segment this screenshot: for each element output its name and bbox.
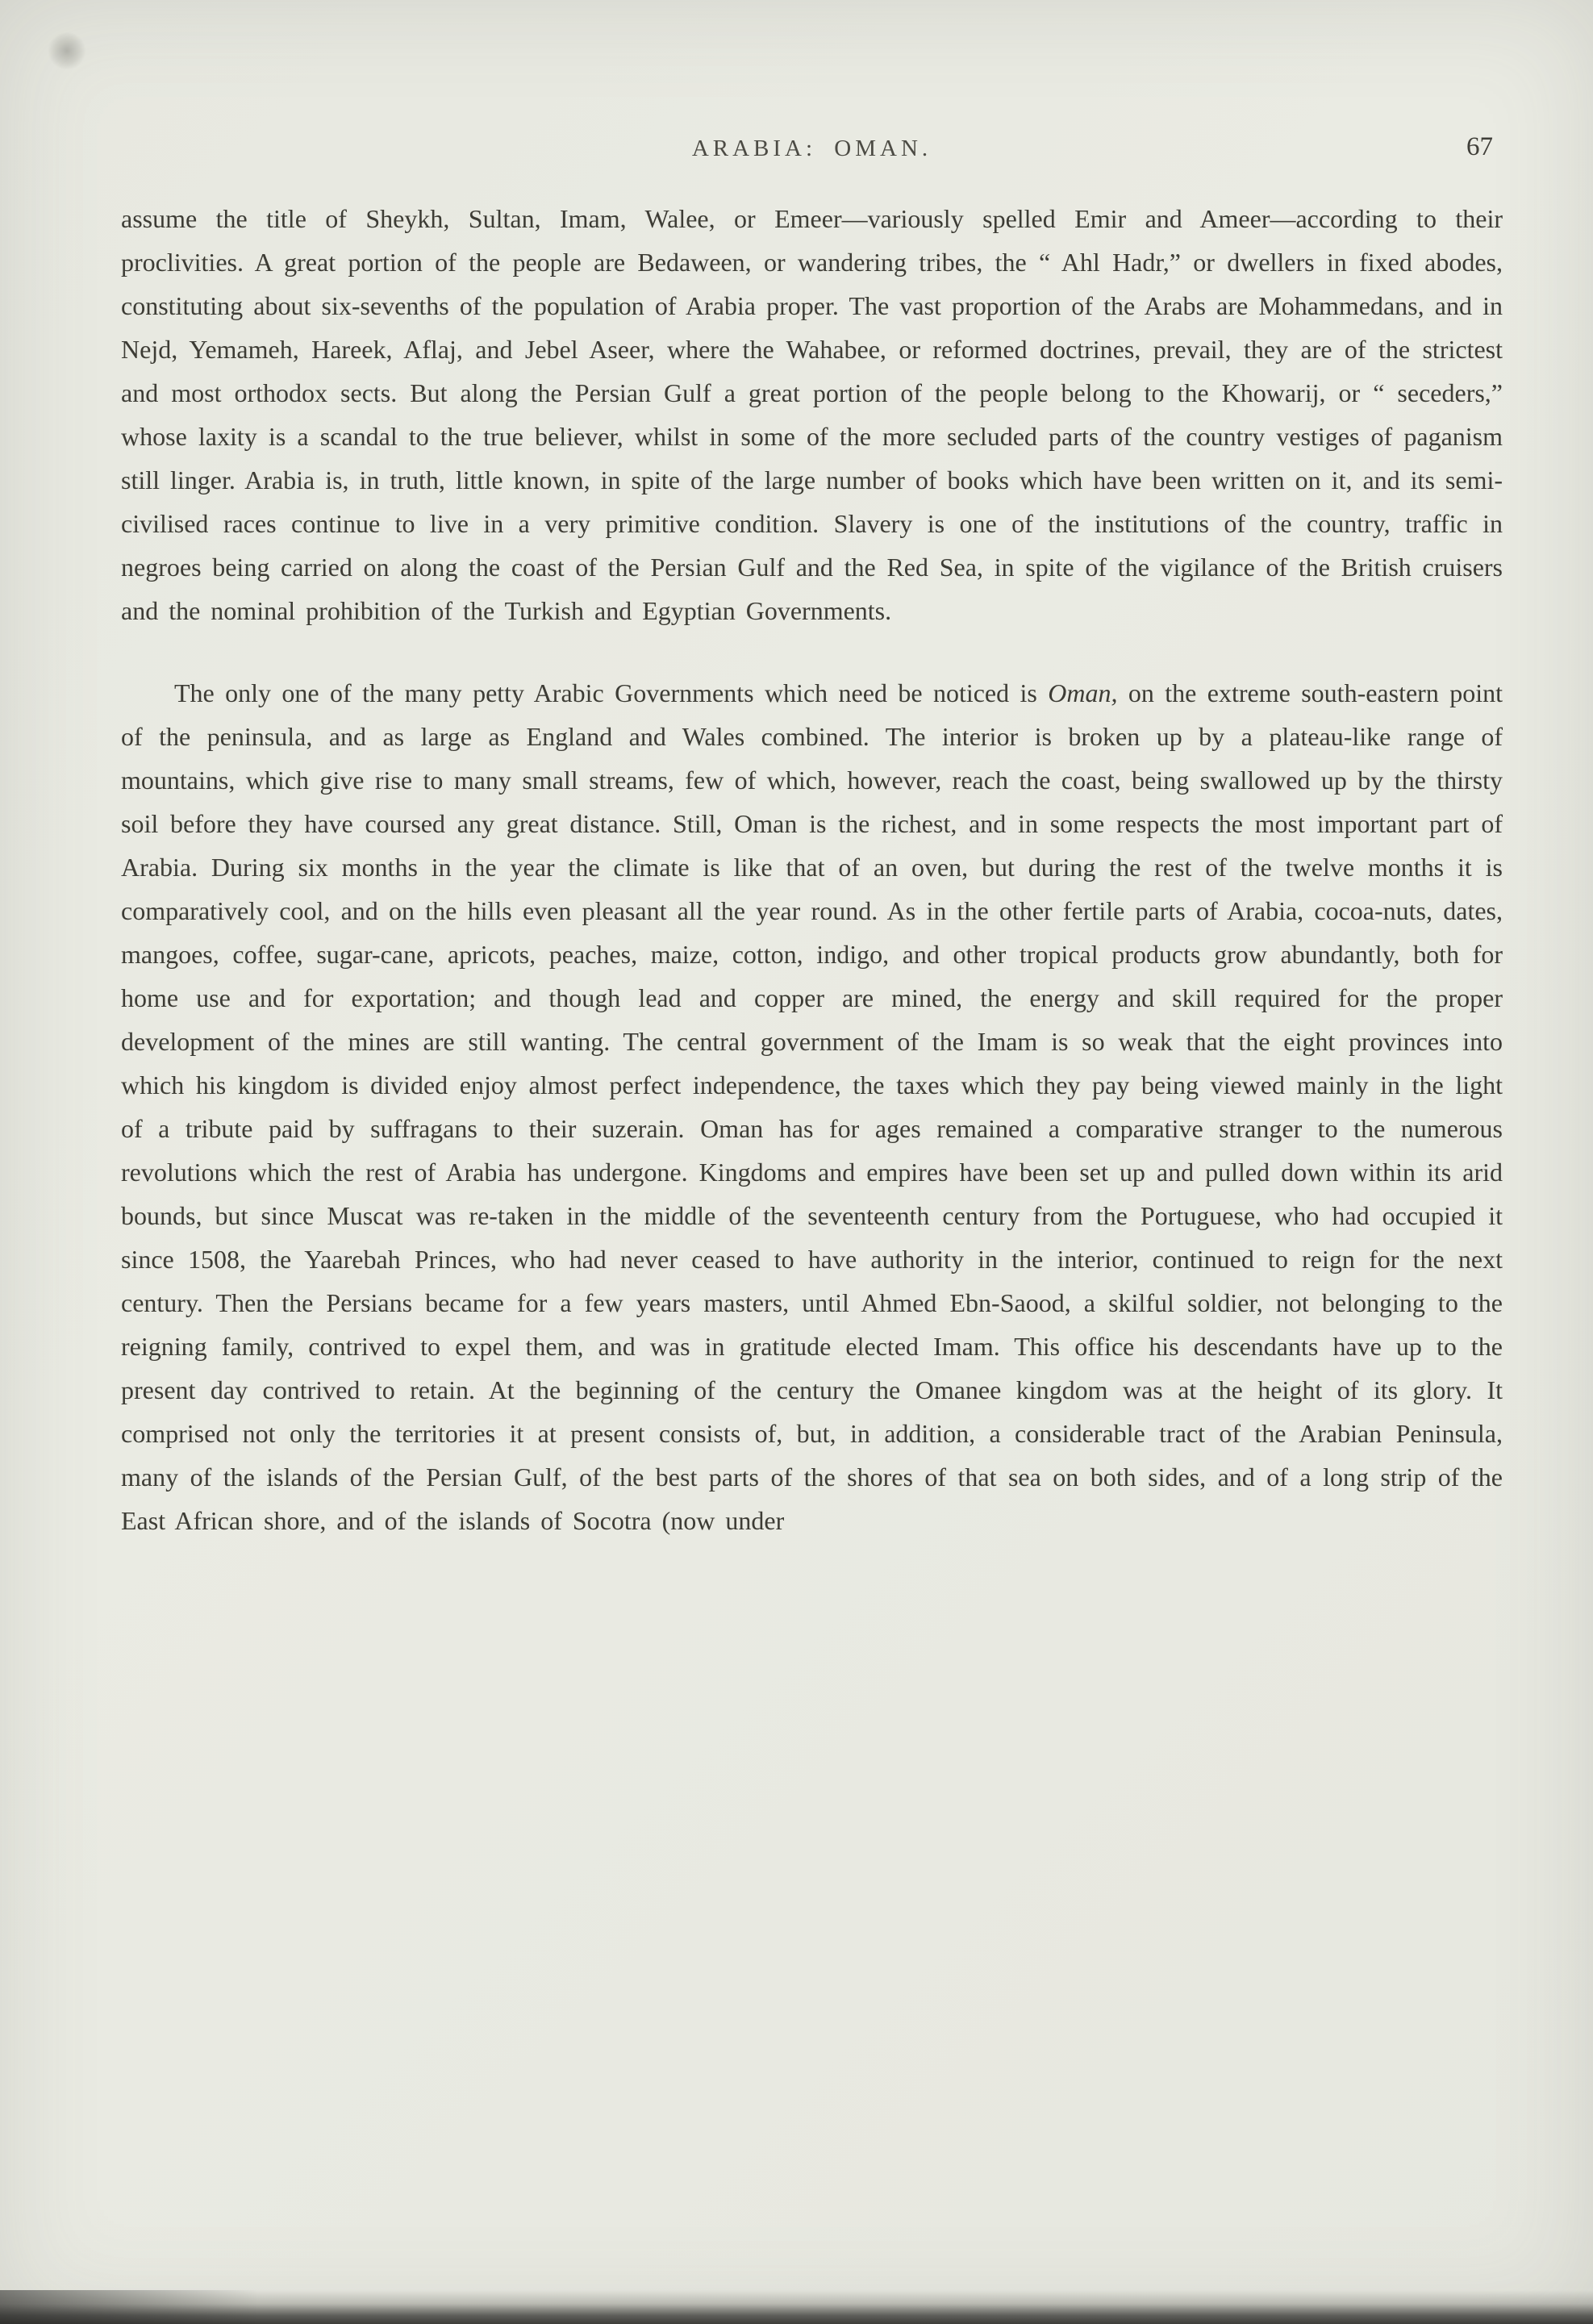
- paragraph-1: assume the title of Sheykh, Sultan, Imam, Walee, or Emeer—variously spelled Emir and Ameer—according to their proclivities. A great portion of the people are Bedaween, or wandering tribes, the “ Ahl Hadr,” or dwellers in fixed abodes, constituting about six-sevenths of the population of Arabia proper. The vast proportion of the Arabs are Mohammedans, and in Nejd, Yemameh, Hareek, Aflaj, and Jebel Aseer, where the Wahabee, or reformed doctrines, prevail, they are of the strictest and most orthodox sects. But along the Persian Gulf a great portion of the people belong to the Khowarij, or “ seceders,” whose laxity is a scandal to the true believer, whilst in some of the more secluded parts of the country vestiges of paganism still linger. Arabia is, in truth, little known, in spite of the large number of books which have been written on it, and its semi-civilised races continue to live in a very primitive condition. Slavery is one of the institutions of the country, traffic in negroes being carried on along the coast of the Persian Gulf and the Red Sea, in spite of the vigilance of the British cruisers and the nominal prohibition of the Turkish and Egyptian Governments.: [121, 204, 1503, 625]
- scan-smudge: [47, 32, 87, 69]
- paragraph-2: [121, 671, 1503, 1542]
- page-text-block: [121, 197, 1503, 1542]
- book-bottom-edge: [0, 2290, 1593, 2324]
- running-title: ARABIA: OMAN.: [691, 136, 932, 161]
- paragraph-2-segment-2: on the extreme south-eastern point of the peninsula, and as large as England and Wales combined. The interior is broken up by a plateau-like range of mountains, which give rise to many small streams, few of which, however, reach the coast, being swallowed up by the thirsty soil before they have coursed any great distance. Still, Oman is the richest, and in some respects the most important part of Arabia. During six months in the year the climate is like that of an oven, but during the rest of the twelve months it is comparatively cool, and on the hills even pleasant all the year round. As in the other fertile parts of Arabia, cocoa-nuts, dates, mangoes, coffee, sugar-cane, apricots, peaches, maize, cotton, indigo, and other tropical products grow abundantly, both for home use and for exportation; and though lead and copper are mined, the energy and skill required for the proper development of the mines are still wanting. The central government of the Imam is so weak that the eight provinces into which his kingdom is divided enjoy almost perfect independence, the taxes which they pay being viewed mainly in the light of a tribute paid by suffragans to their suzerain. Oman has for ages remained a comparative stranger to the numerous revolutions which the rest of Arabia has undergone. Kingdoms and empires have been set up and pulled down within its arid bounds, but since Muscat was re-taken in the middle of the seventeenth century from the Portuguese, who had occupied it since 1508, the Yaarebah Princes, who had never ceased to have authority in the interior, continued to reign for the next century. Then the Persians became for a few years masters, until Ahmed Ebn-Saood, a skilful soldier, not belonging to the reigning family, contrived to expel them, and was in gratitude elected Imam. This office his descendants have up to the present day contrived to retain. At the beginning of the century the Omanee kingdom was at the height of its glory. It comprised not only the territories it at present consists of, but, in addition, a considerable tract of the Arabian Peninsula, many of the islands of the Persian Gulf, of the best parts of the shores of that sea on both sides, and of a long strip of the East African shore, and of the islands of Socotra (now under: [121, 678, 1503, 1535]
- paragraph-2-italic-oman: Oman,: [1048, 678, 1118, 707]
- page-header: [121, 132, 1503, 176]
- page-number: 67: [1466, 132, 1493, 161]
- paragraph-2-segment-1: The only one of the many petty Arabic Governments which need be noticed is: [174, 678, 1049, 707]
